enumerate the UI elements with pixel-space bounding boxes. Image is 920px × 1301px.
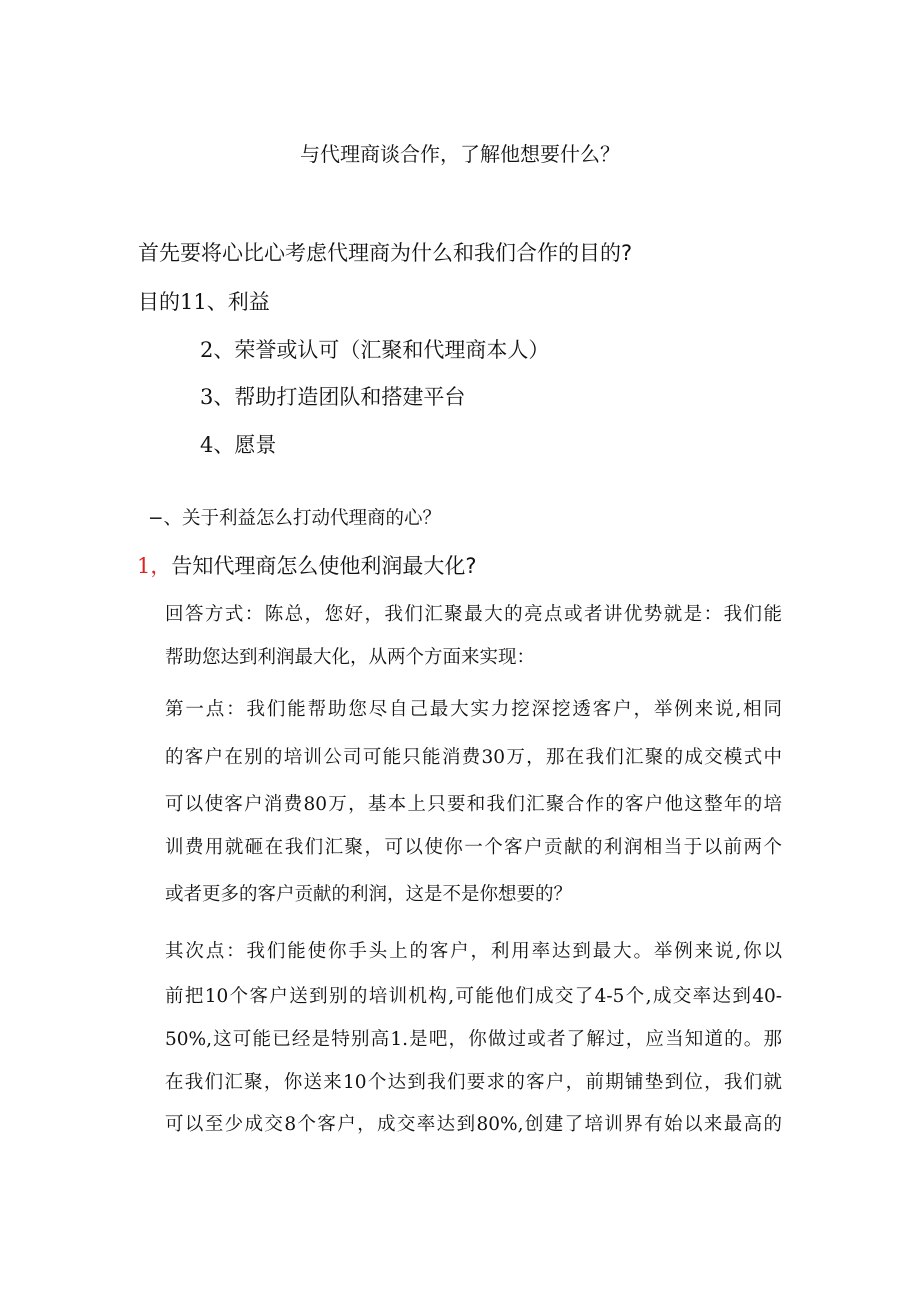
body-line: 的客户在别的培训公司可能只能消费30万，那在我们汇聚的成交模式中 <box>165 747 782 768</box>
purpose-item-1 <box>138 292 270 313</box>
purpose-item-3 <box>200 387 465 408</box>
subsection-text: 告知代理商怎么使他利润最大化? <box>171 554 477 578</box>
body-line: 第一点：我们能帮助您尽自己最大实力挖深挖透客户，举例来说,相同 <box>165 699 782 720</box>
intro-heading: 首先要将心比心考虑代理商为什么和我们合作的目的? <box>138 241 633 265</box>
purpose-text: 荣誉或认可（汇聚和代理商本人） <box>234 338 550 362</box>
purpose-item-4 <box>200 435 276 456</box>
subsection-heading <box>137 556 477 577</box>
purpose-prefix: 目的 <box>138 290 180 314</box>
purpose-text: 愿景 <box>234 433 277 457</box>
purpose-text: 帮助打造团队和搭建平台 <box>234 385 466 409</box>
body-line: 前把10个客户送到别的培训机构,可能他们成交了4-5个,成交率达到40- <box>165 986 782 1007</box>
body-line: 回答方式：陈总，您好，我们汇聚最大的亮点或者讲优势就是：我们能 <box>165 604 782 625</box>
purpose-number: 11、 <box>180 290 228 314</box>
document-title: 与代理商谈合作，了解他想要什么？ <box>300 142 620 166</box>
purpose-number: 3、 <box>200 385 235 409</box>
purpose-number: 4、 <box>200 433 235 457</box>
body-line: 训费用就砸在我们汇聚，可以使你一个客户贡献的利润相当于以前两个 <box>165 837 782 858</box>
body-line: 在我们汇聚，你送来10个达到我们要求的客户，前期铺垫到位，我们就 <box>165 1072 782 1093</box>
body-line: 或者更多的客户贡献的利润，这是不是你想要的？ <box>165 884 573 905</box>
subsection-number: 1， <box>137 554 172 578</box>
body-line: 帮助您达到利润最大化，从两个方面来实现： <box>165 647 536 668</box>
section-heading: −、关于利益怎么打动代理商的心？ <box>148 508 442 529</box>
purpose-text: 利益 <box>227 290 270 314</box>
purpose-item-2 <box>200 340 549 361</box>
body-line: 可以至少成交8个客户，成交率达到80%,创建了培训界有始以来最高的 <box>165 1114 782 1135</box>
body-line: 其次点：我们能使你手头上的客户，利用率达到最大。举例来说,你以 <box>165 941 782 962</box>
body-line: 可以使客户消费80万，基本上只要和我们汇聚合作的客户他这整年的培 <box>165 794 782 815</box>
purpose-number: 2、 <box>200 338 235 362</box>
body-line: 50%,这可能已经是特别高1.是吧，你做过或者了解过，应当知道的。那 <box>165 1029 782 1050</box>
